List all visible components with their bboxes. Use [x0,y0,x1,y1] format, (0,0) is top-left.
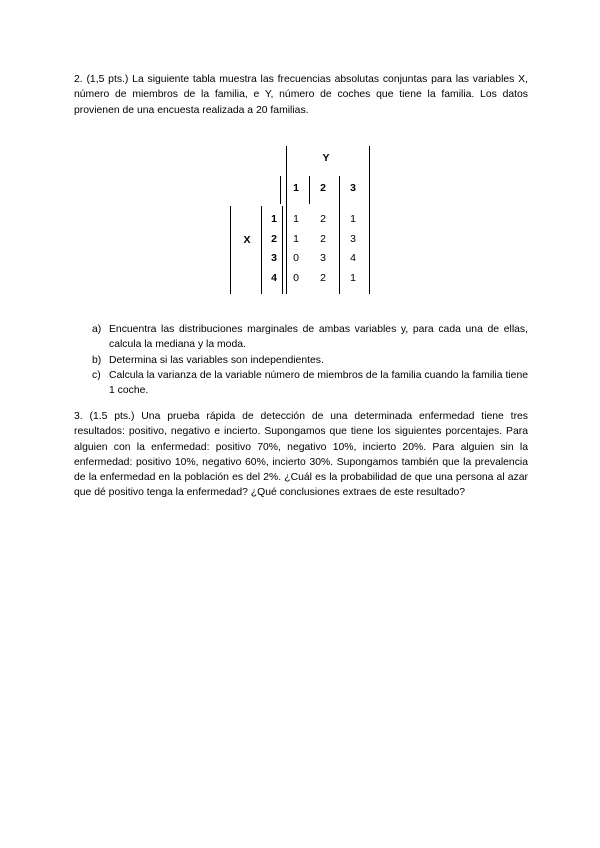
question-label: a) [92,324,102,335]
table-cell: 3 [350,233,356,245]
problem-3-statement: 3. (1.5 pts.) Una prueba rápida de detección de una determinada enfermedad tiene tres resultados: positivo, negativo e incierto. Supongamos que tiene los siguientes porcentajes. Para alguien con la enfermedad: positivo 70%, negativo 10%, incierto 20%. Para alguien sin la enfermedad: positivo 10%, negativo 60%, incierto 30%. Supongamos también que la prevalencia de la enfermedad en la población es del 2%. ¿Cuál es la probabilidad de que una persona al azar que dé positivo tenga la enfermedad? ¿Qué conclusiones extraes de este resultado? [74,411,528,499]
question-label: b) [92,354,102,366]
table-cell: 1 [293,233,299,245]
question-text: Determina si las variables son independientes. [109,354,324,366]
table-divider [230,206,231,294]
y-variable-label: Y [322,152,330,164]
y-value-header: 2 [320,182,326,194]
list-item [92,368,528,399]
table-cell: 0 [293,272,299,284]
problem-2-statement: 2. (1,5 pts.) La siguiente tabla muestra las frecuencias absolutas conjuntas para las variables X, número de miembros de la familia, e Y, número de coches que tiene la familia. Los datos provienen de una encuesta realizada a 20 familias. [74,74,528,116]
table-cell: 1 [350,213,356,225]
table-cell: 4 [350,252,356,264]
x-value-header: 3 [271,252,277,264]
table-divider [369,146,370,294]
list-item [92,322,528,353]
list-item [92,353,528,368]
question-label: c) [92,369,101,381]
table-divider [339,176,340,294]
table-cell: 3 [320,252,326,264]
question-text: Calcula la varianza de la variable número de miembros de la familia cuando la familia tiene 1 coche. [109,369,528,397]
y-value-header: 3 [350,182,356,194]
x-variable-label: X [243,234,251,246]
x-value-header: 4 [271,272,277,284]
table-cell: 2 [320,213,326,225]
question-text: Encuentra las distribuciones marginales de ambas variables y, para cada una de ellas, calcula la mediana y la moda. [109,324,528,351]
y-value-header: 1 [293,182,299,194]
table-divider [280,176,281,204]
table-cell: 0 [293,252,299,264]
question-list [92,322,528,398]
x-value-header: 1 [271,213,277,225]
table-cell: 1 [293,213,299,225]
table-cell: 2 [320,233,326,245]
table-divider [309,176,310,204]
x-value-header: 2 [271,233,277,245]
table-cell: 1 [350,272,356,284]
table-cell: 2 [320,272,326,284]
table-divider [261,206,262,294]
